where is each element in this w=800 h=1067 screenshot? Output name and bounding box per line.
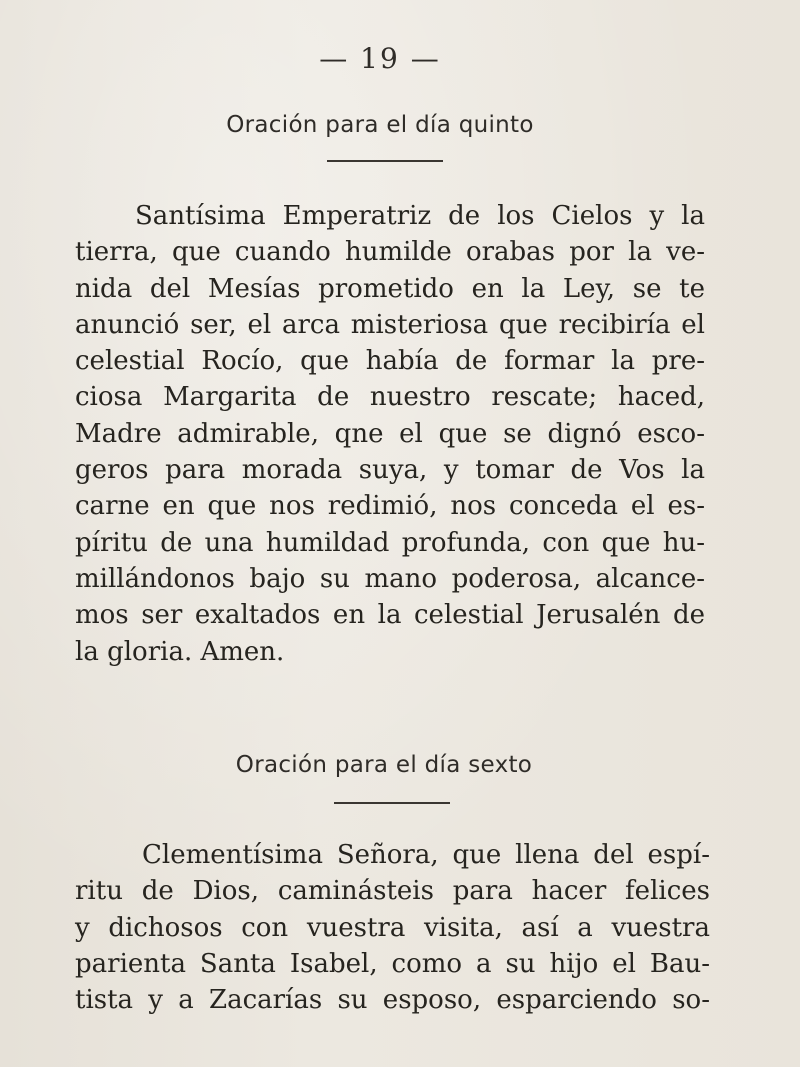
- text-line: y dichosos con vuestra visita, así a vuestra: [75, 912, 710, 943]
- heading-divider: [327, 160, 443, 162]
- text-line: Santísima Emperatriz de los Cielos y la: [135, 201, 705, 231]
- text-line: tista y a Zacarías su esposo, esparciendo so-: [75, 985, 710, 1016]
- prayer-paragraph-day-five: [75, 198, 705, 670]
- text-line: mos ser exaltados en la celestial Jerusalén de: [75, 600, 705, 631]
- text-line: anunció ser, el arca misteriosa que recibiría el: [75, 309, 705, 340]
- page-number: — 19 —: [319, 42, 441, 75]
- text-line: Clementísima Señora, que llena del espí-: [142, 840, 710, 870]
- section-heading-day-six: Oración para el día sexto: [235, 752, 533, 778]
- prayer-paragraph-day-six: [75, 837, 710, 1018]
- text-line: parienta Santa Isabel, como a su hijo el Bau-: [75, 948, 710, 979]
- text-line: celestial Rocío, que había de formar la pre-: [75, 346, 705, 377]
- text-line: la gloria. Amen.: [75, 636, 285, 667]
- text-line: píritu de una humildad profunda, con que hu-: [75, 527, 705, 558]
- text-line: ciosa Margarita de nuestro rescate; haced,: [75, 382, 705, 413]
- text-line: millándonos bajo su mano poderosa, alcance-: [75, 563, 705, 594]
- heading-divider: [334, 802, 450, 804]
- text-line: ritu de Dios, caminásteis para hacer felices: [75, 876, 710, 907]
- text-line: Madre admirable, qne el que se dignó esco-: [75, 418, 705, 449]
- section-heading-day-five: Oración para el día quinto: [226, 112, 534, 138]
- text-line: carne en que nos redimió, nos conceda el es-: [75, 491, 705, 522]
- text-line: tierra, que cuando humilde orabas por la ve-: [75, 237, 705, 268]
- text-line: geros para morada suya, y tomar de Vos la: [75, 455, 705, 486]
- text-line: nida del Mesías prometido en la Ley, se te: [75, 273, 705, 304]
